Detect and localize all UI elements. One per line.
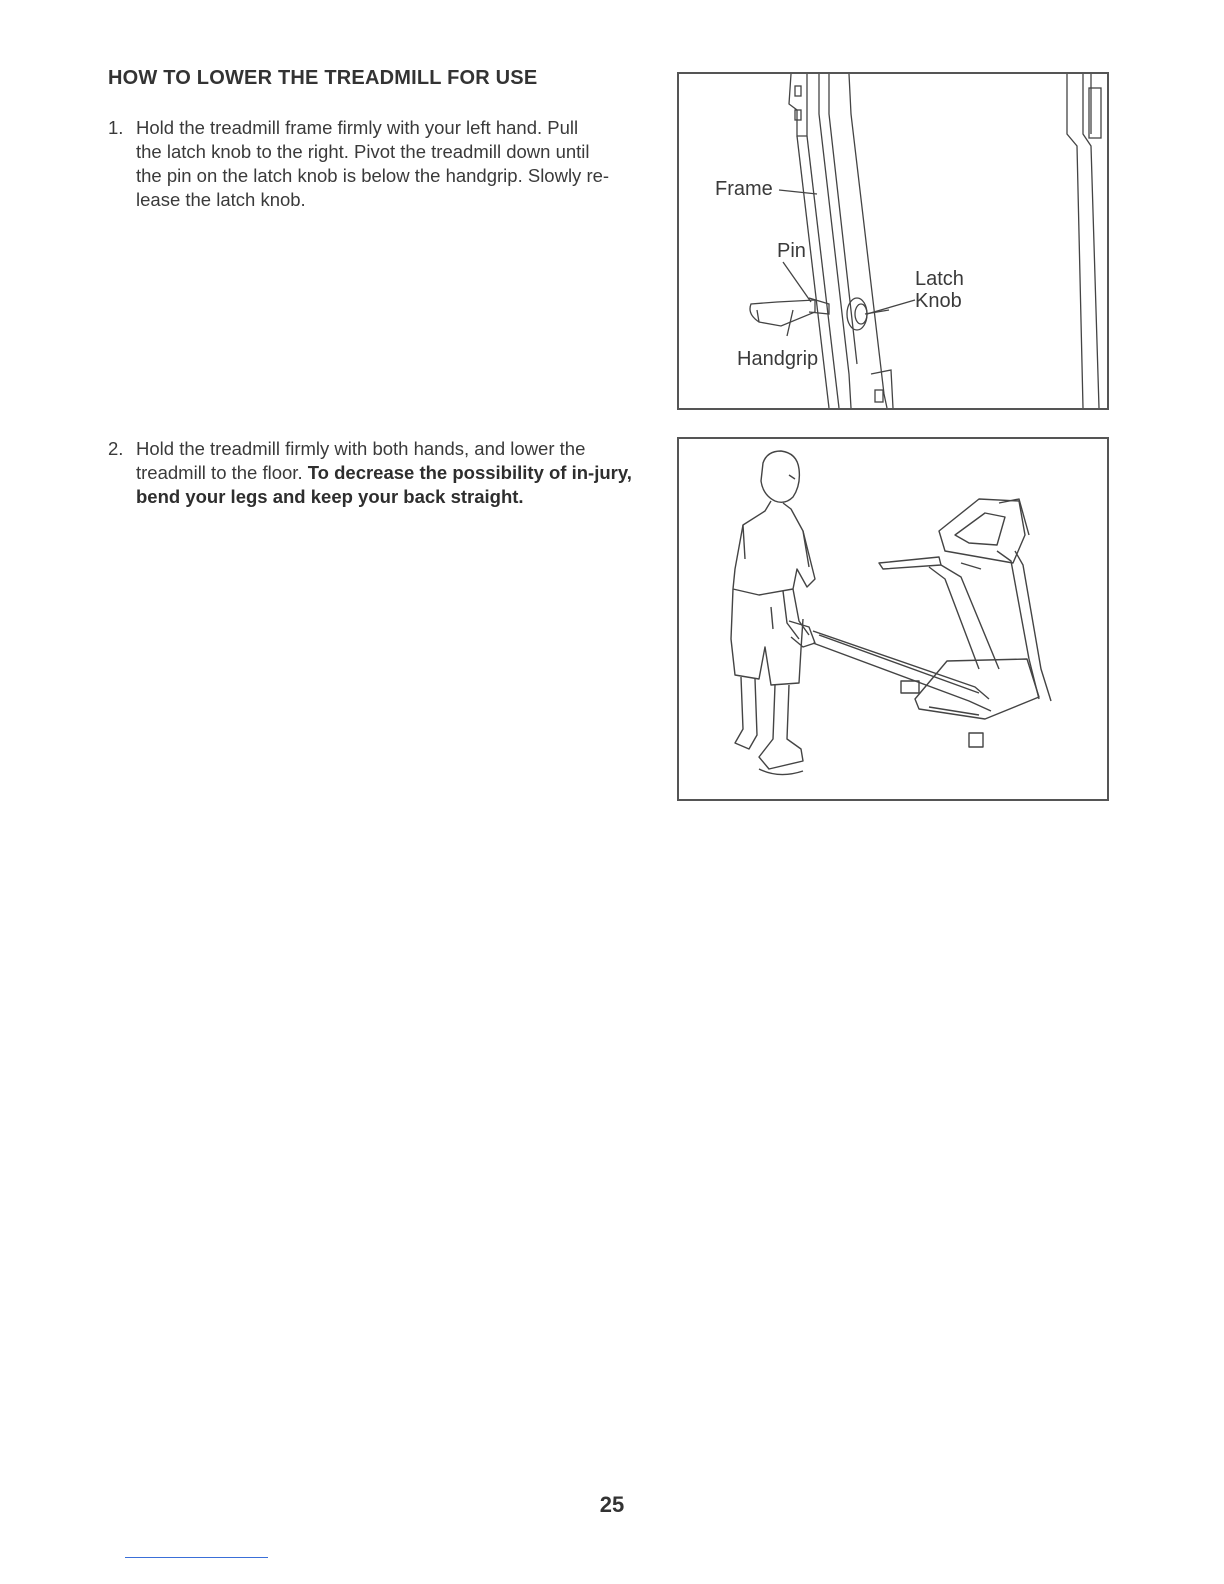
page-number: 25 bbox=[599, 1492, 625, 1517]
person-and-treadmill-drawing bbox=[679, 439, 1107, 799]
step-1-line: the latch knob to the right. Pivot the treadmill down until bbox=[136, 141, 590, 162]
step-2-warning-text: To decrease the possibility of in-jury, bend your legs and keep your back straight. bbox=[136, 462, 632, 507]
footer-rule bbox=[125, 1557, 268, 1558]
step-2-plain-text: Hold the treadmill firmly with both hands, and lower the treadmill to the floor. bbox=[136, 438, 586, 483]
step-1-number: 1. bbox=[108, 117, 124, 138]
step-1-line: the pin on the latch knob is below the handgrip. Slowly re- bbox=[136, 165, 610, 186]
step-1-line: lease the latch knob. bbox=[136, 189, 306, 210]
section-heading: HOW TO LOWER THE TREADMILL FOR USE bbox=[108, 67, 538, 89]
step-2-text bbox=[136, 437, 638, 509]
step-1-text bbox=[136, 116, 638, 212]
step-1-line: Hold the treadmill frame firmly with your left hand. Pull bbox=[136, 117, 579, 138]
handgrip-label: Handgrip bbox=[737, 348, 819, 370]
step-1 bbox=[108, 116, 638, 212]
latch-label: Latch bbox=[915, 268, 964, 290]
latch-knob-illustration bbox=[677, 72, 1109, 410]
lowering-treadmill-illustration bbox=[677, 437, 1109, 801]
step-2-number: 2. bbox=[108, 438, 124, 459]
step-2 bbox=[108, 437, 638, 509]
frame-label: Frame bbox=[715, 178, 773, 200]
knob-label: Knob bbox=[915, 290, 962, 312]
pin-label: Pin bbox=[777, 240, 806, 262]
